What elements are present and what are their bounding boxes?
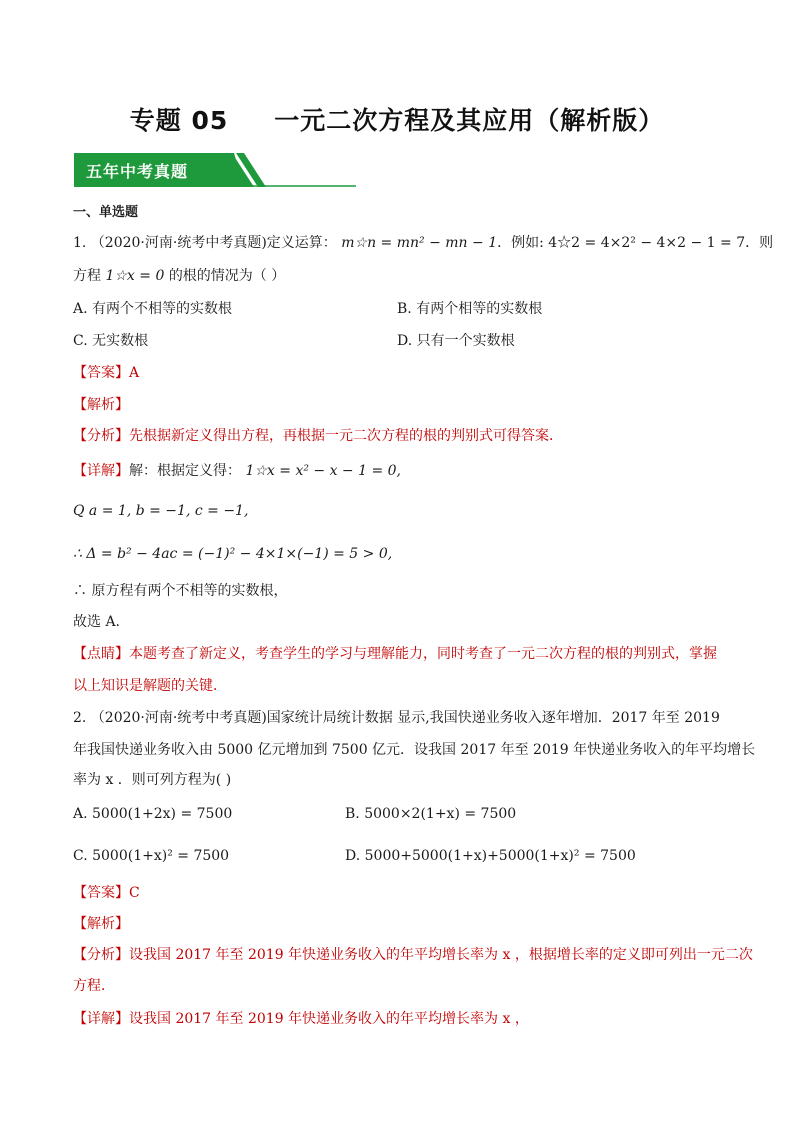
q2-stem-line1: 2. （2020·河南·统考中考真题)国家统计局统计数据 显示,我国快递业务收入逐年增加．2017 年至 2019 [73, 710, 720, 726]
q1-stem-end: 的根的情况为（ ） [168, 268, 286, 284]
q1-example: ．例如: 4☆2 = 4×2² − 4×2 − 1 = 7．则 [497, 235, 774, 251]
title-prefix: 专题 05 [129, 106, 229, 135]
fenxi-tag: 【分析】 [73, 947, 129, 963]
fenxi-text: 先根据新定义得出方程，再根据一元二次方程的根的判别式可得答案． [129, 428, 563, 444]
q1-intro: 1. （2020·河南·统考中考真题)定义运算： [73, 235, 337, 251]
q2-detail [73, 1009, 529, 1029]
q2-option-c: C. 5000(1+x)² = 7500 [73, 848, 230, 864]
dianjing-text: 本题考查了新定义，考查学生的学习与理解能力，同时考查了一元二次方程的根的判别式，掌握 [129, 646, 717, 662]
detail-tag: 【详解】 [73, 1011, 129, 1027]
q1-dianjing-cont: 以上知识是解题的关键． [73, 678, 227, 694]
detail-text: 设我国 2017 年至 2019 年快递业务收入的年平均增长率为 x ， [129, 1011, 529, 1027]
title-main: 一元二次方程及其应用（解析版） [274, 106, 665, 135]
banner-label: 五年中考真题 [86, 162, 189, 181]
detail-tag: 【详解】 [73, 463, 129, 479]
q1-definition: m☆n = mn² − mn − 1 [341, 235, 498, 251]
q1-equation: 1☆x = 0 [105, 268, 165, 284]
q2-jiexi: 【解析】 [73, 916, 129, 932]
answer-value: C [129, 885, 140, 901]
q1-option-c: C. 无实数根 [73, 333, 149, 349]
q2-option-a: A. 5000(1+2x) = 7500 [73, 806, 233, 822]
fenxi-tag: 【分析】 [73, 428, 129, 444]
q2-fenxi [73, 945, 753, 965]
q2-stem-line2: 年我国快递业务收入由 5000 亿元增加到 7500 亿元．设我国 2017 年至 2019 年快递业务收入的年平均增长 [73, 742, 756, 758]
q2-option-b: B. 5000×2(1+x) = 7500 [345, 806, 517, 822]
page-title [0, 101, 794, 137]
answer-tag: 【答案】 [73, 885, 129, 901]
q2-answer [73, 883, 140, 903]
q1-dianjing [73, 644, 717, 664]
q1-option-a: A. 有两个不相等的实数根 [73, 301, 233, 317]
q1-jiexi: 【解析】 [73, 397, 129, 413]
detail-text: 解：根据定义得： [129, 463, 241, 479]
q1-stem-line2 [73, 266, 285, 286]
fenxi-text: 设我国 2017 年至 2019 年快递业务收入的年平均增长率为 x ，根据增长率的定义即可列出一元二次 [129, 947, 753, 963]
q2-stem-line3: 率为 x ．则可列方程为( ) [73, 772, 232, 788]
q1-conclusion: ∴ 原方程有两个不相等的实数根， [73, 583, 288, 599]
q1-stem-text: 方程 [73, 268, 101, 284]
q1-coefficients: Q a = 1, b = −1, c = −1, [73, 503, 249, 519]
q1-answer [73, 363, 139, 383]
q1-detail [73, 461, 401, 481]
q2-option-d: D. 5000+5000(1+x)+5000(1+x)² = 7500 [345, 848, 636, 864]
q1-fenxi [73, 426, 563, 446]
q2-fenxi-cont: 方程． [73, 978, 115, 994]
detail-equation: 1☆x = x² − x − 1 = 0, [245, 463, 401, 479]
q1-option-d: D. 只有一个实数根 [397, 333, 515, 349]
answer-tag: 【答案】 [73, 365, 129, 381]
q1-option-b: B. 有两个相等的实数根 [397, 301, 543, 317]
section-heading: 一、单选题 [73, 205, 139, 220]
dianjing-tag: 【点睛】 [73, 646, 129, 662]
q1-stem-line1 [73, 233, 773, 253]
q1-discriminant: ∴ Δ = b² − 4ac = (−1)² − 4×1×(−1) = 5 > 0, [73, 546, 393, 562]
q1-choose: 故选 A. [73, 614, 121, 630]
answer-value: A [129, 365, 140, 381]
section-banner [74, 153, 356, 187]
